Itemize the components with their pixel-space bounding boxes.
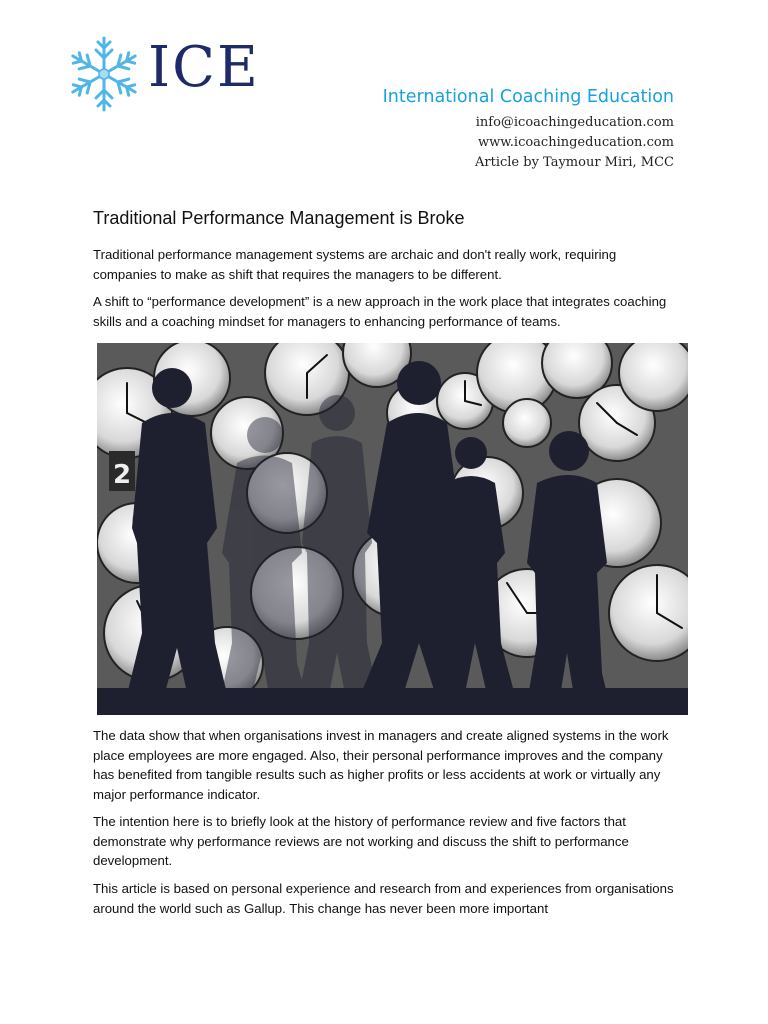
- paragraph-intro: Traditional performance management systems are archaic and don't really work, requiring companies to make as shift that requires the managers to be different.: [93, 247, 617, 282]
- svg-text:2: 2: [112, 460, 132, 490]
- article-byline: Article by Taymour Miri, MCC: [475, 155, 674, 170]
- paragraph-basis: This article is based on personal experience and research from and experiences from organisations around the world such as Gallup. This change has never been more important: [93, 881, 674, 916]
- hero-image-clocks-silhouettes: [97, 343, 688, 715]
- paragraph-data: The data show that when organisations invest in managers and create aligned systems in the work place employees are more engaged. Also, their personal performance improves and the company has benefited from tangible results such as higher profits or less accidents at work or virtually any major performance indicator.: [93, 728, 669, 802]
- organization-header: [383, 87, 674, 173]
- logo-wordmark: ICE: [148, 35, 260, 100]
- contact-email[interactable]: info@icoachingeducation.com: [475, 115, 674, 130]
- ice-logo: [64, 34, 264, 114]
- snowflake-icon: [64, 34, 144, 114]
- paragraph-shift: A shift to “performance development” is a new approach in the work place that integrates coaching skills and a coaching mindset for managers to enhancing performance of teams.: [93, 294, 667, 329]
- contact-website[interactable]: www.icoachingeducation.com: [477, 135, 674, 150]
- article-title: Traditional Performance Management is Broke: [93, 208, 465, 228]
- paragraph-intention: The intention here is to briefly look at the history of performance review and five factors that demonstrate why performance reviews are not working and discuss the shift to performance development.: [93, 814, 629, 868]
- org-name: International Coaching Education: [382, 87, 674, 107]
